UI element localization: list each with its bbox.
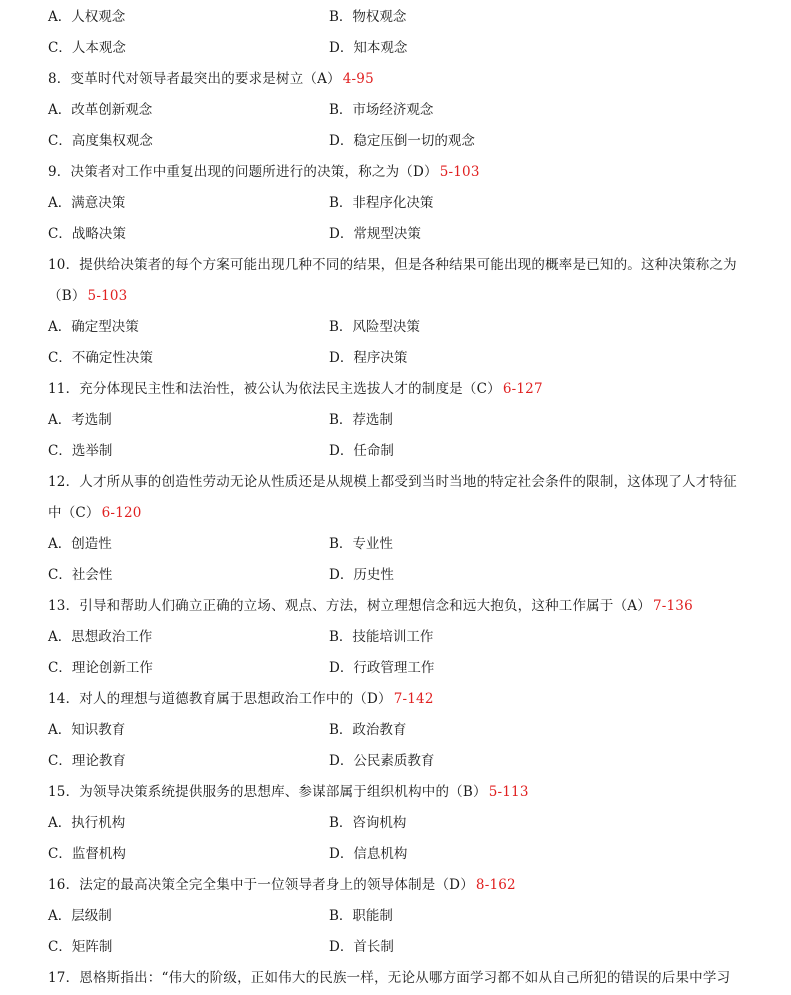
question-line [48, 777, 529, 808]
option-left: A．人权观念 [48, 9, 126, 25]
option-left: C．矩阵制 [48, 939, 113, 955]
question-line [48, 591, 693, 622]
question-text: 15．为领导决策系统提供服务的思想库、参谋部属于组织机构中的（B） [48, 784, 487, 800]
option-left: A．考选制 [48, 412, 112, 428]
page-reference: 7-142 [393, 691, 434, 707]
option-left: A．改革创新观念 [48, 102, 153, 118]
page-reference: 6-127 [502, 381, 543, 397]
option-right: B．非程序化决策 [329, 195, 434, 211]
option-right: B．政治教育 [329, 722, 407, 738]
page-reference: 8-162 [475, 877, 516, 893]
question-line [48, 684, 434, 715]
option-left: A．创造性 [48, 536, 112, 552]
option-right: D．常规型决策 [329, 226, 421, 242]
page-reference: 5-103 [439, 164, 480, 180]
option-right: B．职能制 [329, 908, 393, 924]
option-left: A．思想政治工作 [48, 629, 153, 645]
option-left: C．选举制 [48, 443, 113, 459]
option-right: D．历史性 [329, 567, 394, 583]
option-right: B．物权观念 [329, 9, 407, 25]
question-line [48, 870, 516, 901]
option-left: A．满意决策 [48, 195, 126, 211]
question-line [48, 374, 543, 405]
question-text: （B） [48, 288, 86, 304]
question-text: 14．对人的理想与道德教育属于思想政治工作中的（D） [48, 691, 392, 707]
page-reference: 4-95 [342, 71, 374, 87]
question-text: 10．提供给决策者的每个方案可能出现几种不同的结果，但是各种结果可能出现的概率是已知的。这种决策称之为 [48, 257, 737, 273]
option-right: D．首长制 [329, 939, 394, 955]
question-text: 12．人才所从事的创造性劳动无论从性质还是从规模上都受到当时当地的特定社会条件的限制，这体现了人才特征 [48, 474, 737, 490]
option-right: B．市场经济观念 [329, 102, 434, 118]
option-left: C．理论创新工作 [48, 660, 153, 676]
option-left: C．理论教育 [48, 753, 126, 769]
question-line [48, 963, 730, 994]
option-right: B．技能培训工作 [329, 629, 434, 645]
page-reference: 5-113 [488, 784, 529, 800]
page-reference: 5-103 [87, 288, 128, 304]
option-right: D．任命制 [329, 443, 394, 459]
option-left: C．不确定性决策 [48, 350, 153, 366]
option-right: B．荐选制 [329, 412, 393, 428]
option-right: D．程序决策 [329, 350, 408, 366]
option-right: D．行政管理工作 [329, 660, 435, 676]
question-line [48, 467, 737, 498]
option-left: C．高度集权观念 [48, 133, 153, 149]
option-left: A．确定型决策 [48, 319, 139, 335]
question-text: 13．引导和帮助人们确立正确的立场、观点、方法，树立理想信念和远大抱负，这种工作属于（A） [48, 598, 651, 614]
option-left: A．执行机构 [48, 815, 126, 831]
page-reference: 7-136 [652, 598, 693, 614]
option-right: D．公民素质教育 [329, 753, 435, 769]
question-line [48, 250, 737, 281]
option-left: A．层级制 [48, 908, 112, 924]
option-right: D．知本观念 [329, 40, 408, 56]
option-right: B．专业性 [329, 536, 393, 552]
option-left: A．知识教育 [48, 722, 126, 738]
question-text: 中（C） [48, 505, 100, 521]
question-text: 9．决策者对工作中重复出现的问题所进行的决策，称之为（D） [48, 164, 438, 180]
question-text: 11．充分体现民主性和法治性，被公认为依法民主选拔人才的制度是（C） [48, 381, 501, 397]
page-reference: 6-120 [101, 505, 142, 521]
question-line [48, 498, 142, 529]
question-text: 16．法定的最高决策全完全集中于一位领导者身上的领导体制是（D） [48, 877, 474, 893]
option-left: C．人本观念 [48, 40, 126, 56]
question-line [48, 281, 127, 312]
question-line [48, 64, 374, 95]
question-text: 17．恩格斯指出：“伟大的阶级，正如伟大的民族一样，无论从哪方面学习都不如从自己所犯的错误的后果中学习 [48, 970, 731, 986]
option-right: D．信息机构 [329, 846, 408, 862]
option-right: B．风险型决策 [329, 319, 420, 335]
option-left: C．监督机构 [48, 846, 126, 862]
option-left: C．社会性 [48, 567, 113, 583]
option-right: B．咨询机构 [329, 815, 407, 831]
question-text: 8．变革时代对领导者最突出的要求是树立（A） [48, 71, 341, 87]
option-right: D．稳定压倒一切的观念 [329, 133, 475, 149]
question-line [48, 157, 480, 188]
option-left: C．战略决策 [48, 226, 126, 242]
